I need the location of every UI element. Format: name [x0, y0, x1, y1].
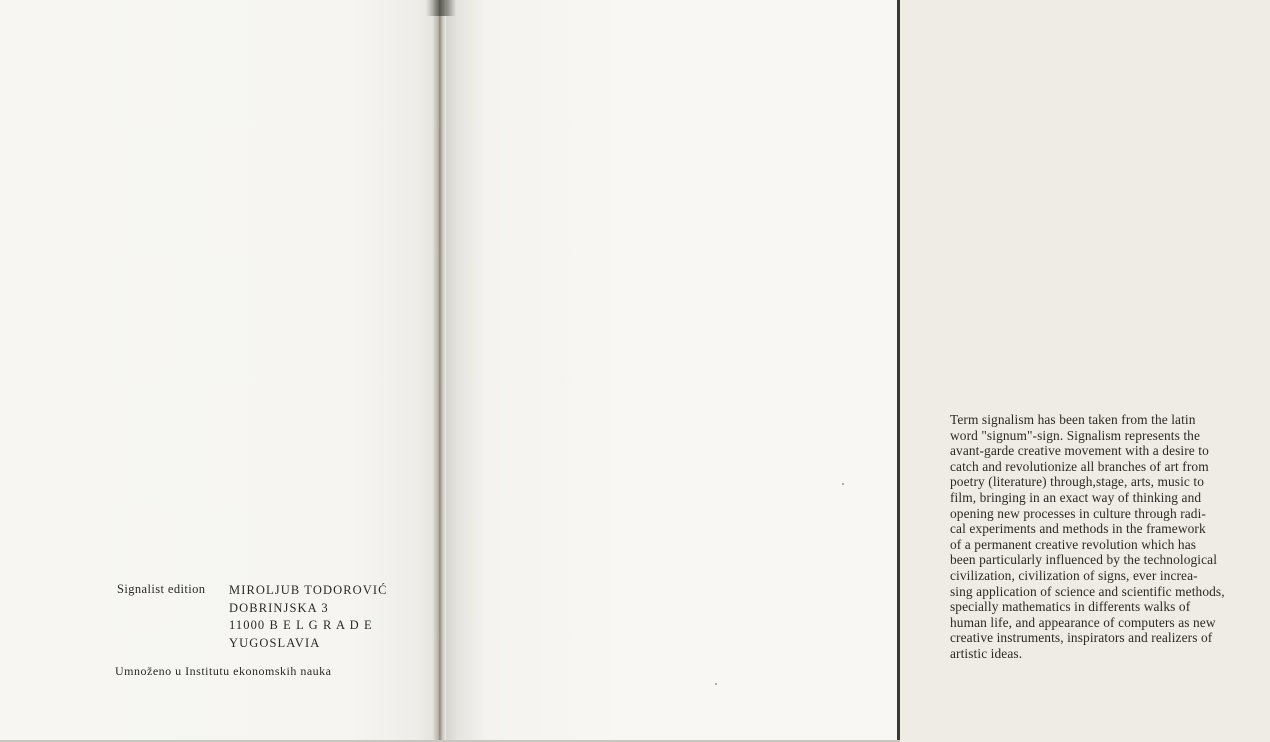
paragraph-line: creative instruments, inspirators and realizers of [950, 630, 1213, 646]
paragraph-line: artistic ideas. [950, 645, 1023, 661]
paper-fleck [715, 683, 717, 685]
paragraph-line: civilization, civilization of signs, ever increa- [950, 567, 1198, 583]
paragraph-line: catch and revolutionize all branches of art from [950, 458, 1209, 474]
address-line: MIROLJUB TODOROVIĆ [229, 583, 388, 597]
paragraph-line: Term signalism has been taken from the latin [950, 412, 1196, 427]
paper-fleck [842, 483, 844, 485]
right-page [440, 0, 1225, 742]
paragraph-line: word "signum"-sign. Signalism represents the [950, 427, 1201, 443]
paragraph-line: sing application of science and scientific methods, [950, 583, 1225, 599]
left-page [0, 0, 440, 742]
address-line: DOBRINJSKA 3 [229, 600, 329, 615]
printer-note: Umnoženo u Institutu ekonomskih nauka [115, 664, 332, 678]
paragraph-line: been particularly influenced by the technological [950, 552, 1218, 568]
paragraph-line: avant-garde creative movement with a desire to [950, 443, 1209, 459]
paragraph-line: cal experiments and methods in the framework [950, 521, 1206, 537]
colophon-label: Signalist edition [117, 582, 206, 596]
book-gutter [432, 0, 446, 742]
publisher-address [229, 582, 388, 652]
paragraph-line: poetry (literature) through,stage, arts, music to [950, 474, 1205, 490]
gutter-shadow [426, 0, 456, 16]
paragraph-line: specially mathematics in differents walks of [950, 599, 1191, 615]
paragraph-line: of a permanent creative revolution which has [950, 536, 1197, 552]
signalism-paragraph [950, 412, 1270, 662]
paragraph-line: opening new processes in culture through radi- [950, 505, 1206, 521]
address-line: YUGOSLAVIA [229, 635, 321, 650]
paragraph-line: film, bringing in an exact way of thinking and [950, 489, 1202, 505]
address-line: 11000 B E L G R A D E [229, 618, 373, 632]
page-edge [897, 0, 900, 742]
paragraph-line: human life, and appearance of computers as new [950, 614, 1216, 630]
